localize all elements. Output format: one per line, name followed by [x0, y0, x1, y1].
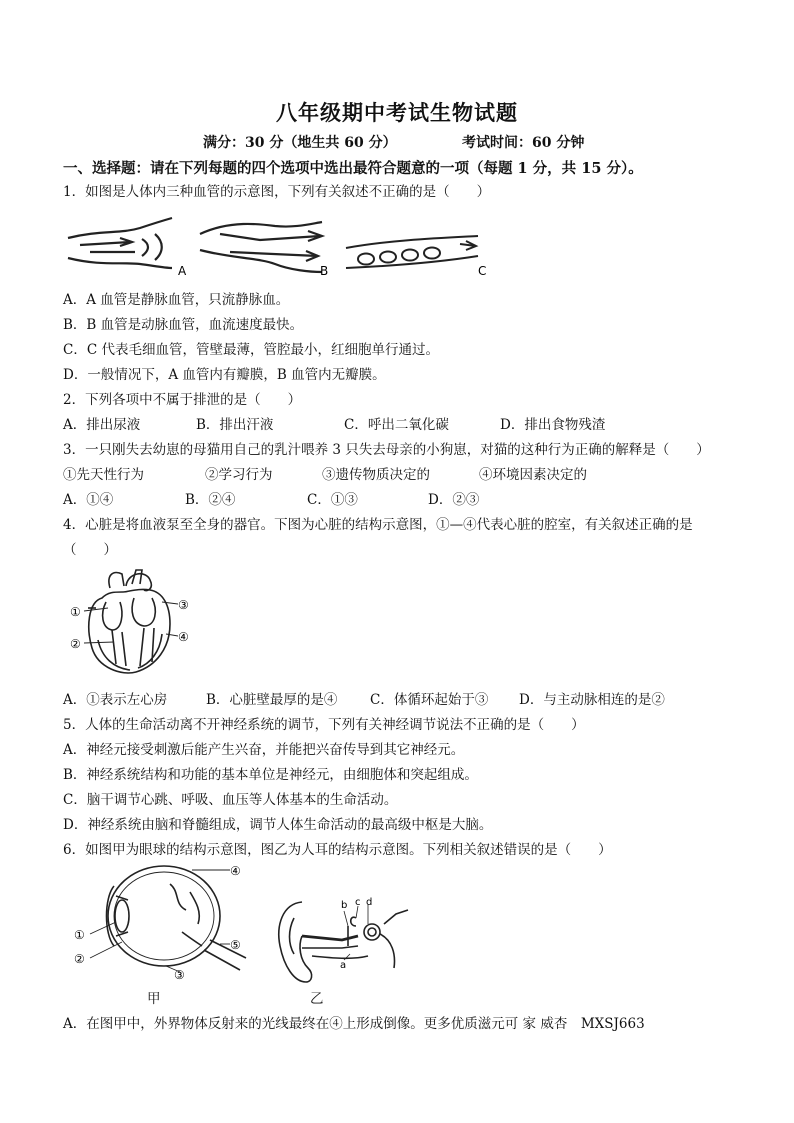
- time-info: 考试时间：60 分钟: [462, 135, 585, 151]
- eye-label-4: ④: [230, 864, 241, 878]
- q4-stem-continued: （ ）: [63, 542, 117, 558]
- eye-label-5: ⑤: [230, 938, 241, 952]
- blood-vessel-figure: [60, 212, 500, 280]
- q1-option-c: C．C 代表毛细血管，管壁最薄，管腔最小，红细胞单行通过。: [63, 342, 439, 358]
- heart-label-4: ④: [178, 630, 189, 644]
- q3-option-a: A．①④: [63, 492, 114, 508]
- vessel-a-label: A: [178, 264, 187, 278]
- ear-label-d: d: [366, 897, 373, 908]
- q5-option-c: C．脑干调节心跳、呼吸、血压等人体基本的生命活动。: [63, 792, 398, 808]
- q4-option-b: B．心脏壁最厚的是④: [206, 692, 338, 708]
- ear-label-a: a: [340, 960, 347, 971]
- score-info: 满分：30 分（地生共 60 分）: [203, 135, 397, 151]
- q3-item-4: ④环境因素决定的: [479, 467, 587, 483]
- q5-option-b: B．神经系统结构和功能的基本单位是神经元，由细胞体和突起组成。: [63, 767, 478, 783]
- q2-option-d: D．排出食物残渣: [500, 417, 606, 433]
- q4-stem: 4．心脏是将血液泵至全身的器官。下图为心脏的结构示意图，①—④代表心脏的腔室，有关叙述正确的是: [63, 517, 693, 533]
- heart-figure: [66, 568, 196, 680]
- vessel-c-drawing: [346, 236, 478, 268]
- q5-option-a: A．神经元接受刺激后能产生兴奋，并能把兴奋传导到其它神经元。: [63, 742, 465, 758]
- q3-item-2: ②学习行为: [205, 467, 273, 483]
- q3-stem: 3．一只刚失去幼崽的母猫用自己的乳汁喂养 3 只失去母亲的小狗崽，对猫的这种行为正确的解释是（ ）: [63, 442, 710, 458]
- vessel-b-drawing: [200, 222, 322, 272]
- vessel-b-label: B: [320, 264, 329, 278]
- q1-option-b: B．B 血管是动脉血管，血流速度最快。: [63, 317, 304, 333]
- q6-option-a: A．在图甲中，外界物体反射来的光线最终在④上形成倒像。更多优质滋元可 家 威杏 MXSJ663: [63, 1016, 645, 1032]
- q3-option-d: D．②③: [428, 492, 480, 508]
- q6-stem: 6．如图甲为眼球的结构示意图，图乙为人耳的结构示意图。下列相关叙述错误的是（ ）: [63, 842, 612, 858]
- section-heading: 一、选择题：请在下列每题的四个选项中选出最符合题意的一项（每题 1 分，共 15 分）。: [63, 160, 643, 177]
- ear-label-c: c: [355, 897, 361, 908]
- vessel-a-drawing: [68, 218, 172, 268]
- q3-item-3: ③遗传物质决定的: [322, 467, 430, 483]
- heart-label-3: ③: [178, 598, 189, 612]
- q1-option-a: A．A 血管是静脉血管，只流静脉血。: [63, 292, 290, 308]
- q1-option-d: D．一般情况下，A 血管内有瓣膜，B 血管内无瓣膜。: [63, 367, 386, 383]
- page-title: 八年级期中考试生物试题: [276, 100, 518, 125]
- q4-option-d: D．与主动脉相连的是②: [519, 692, 665, 708]
- q1-stem: 1．如图是人体内三种血管的示意图，下列有关叙述不正确的是（ ）: [63, 184, 491, 200]
- ear-caption: 乙: [310, 991, 324, 1007]
- heart-label-2: ②: [70, 637, 81, 651]
- eye-label-1: ①: [74, 928, 85, 942]
- q2-option-a: A．排出尿液: [63, 417, 141, 433]
- eye-label-2: ②: [74, 952, 85, 966]
- q2-stem: 2．下列各项中不属于排泄的是（ ）: [63, 392, 302, 408]
- q3-option-c: C．①③: [307, 492, 358, 508]
- q4-option-c: C．体循环起始于③: [370, 692, 489, 708]
- eye-caption: 甲: [147, 991, 161, 1007]
- eye-label-3: ③: [174, 968, 185, 982]
- eye-figure: [70, 862, 250, 984]
- heart-label-1: ①: [70, 605, 81, 619]
- q2-option-c: C．呼出二氧化碳: [344, 417, 449, 433]
- q3-option-b: B．②④: [185, 492, 236, 508]
- q3-item-1: ①先天性行为: [63, 467, 144, 483]
- q4-option-a: A．①表示左心房: [63, 692, 168, 708]
- vessel-c-label: C: [478, 264, 487, 278]
- ear-figure: [272, 896, 412, 986]
- ear-label-b: b: [341, 900, 348, 911]
- q2-option-b: B．排出汗液: [196, 417, 274, 433]
- q5-option-d: D．神经系统由脑和脊髓组成，调节人体生命活动的最高级中枢是大脑。: [63, 817, 493, 833]
- q5-stem: 5．人体的生命活动离不开神经系统的调节，下列有关神经调节说法不正确的是（ ）: [63, 717, 585, 733]
